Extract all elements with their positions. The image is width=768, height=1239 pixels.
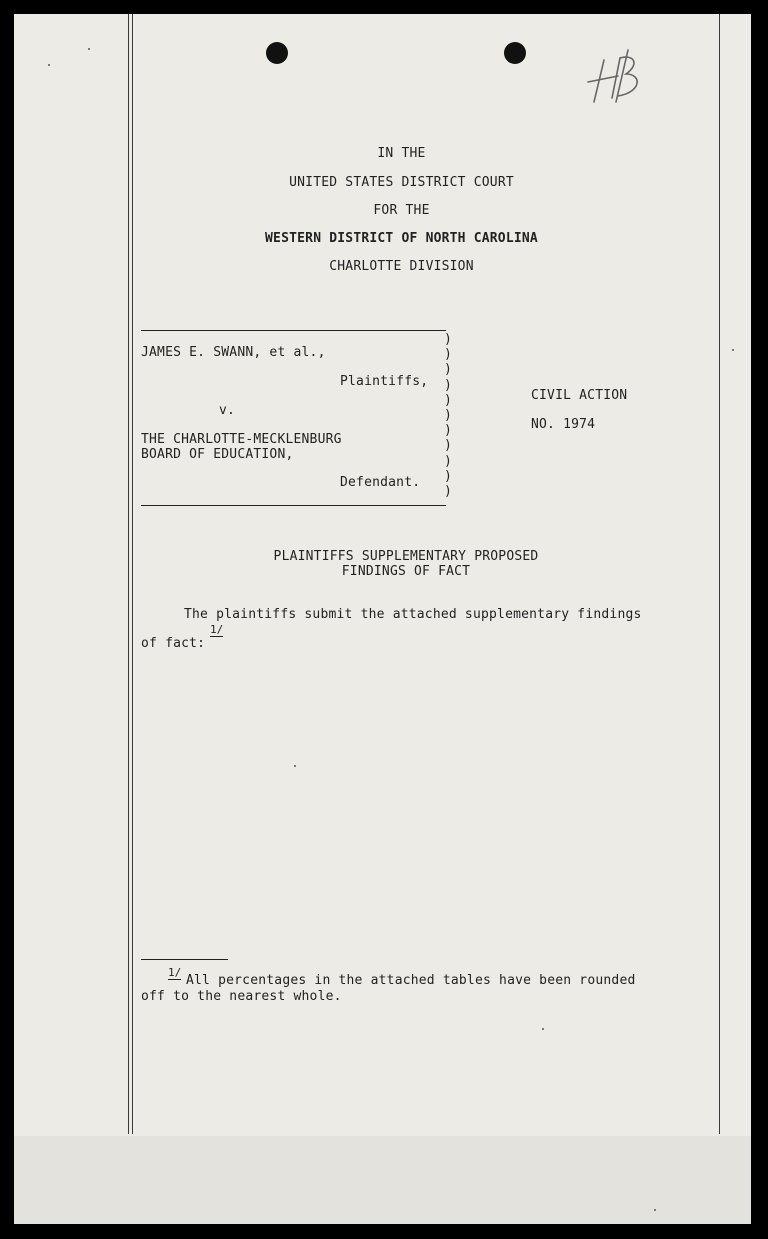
paper-speck (294, 765, 296, 767)
handwritten-note (582, 46, 662, 106)
paper-speck (732, 349, 734, 351)
page-bottom-shade (14, 1136, 751, 1224)
footnote-rule (141, 959, 228, 960)
court-line-4: WESTERN DISTRICT OF NORTH CAROLINA (265, 231, 538, 246)
plaintiff-name: JAMES E. SWANN, et al., (141, 345, 326, 360)
footnote-reference: 1/ (210, 623, 224, 636)
title-line-2: FINDINGS OF FACT (341, 564, 471, 579)
court-line-2: UNITED STATES DISTRICT COURT (289, 175, 514, 190)
punch-hole-right (504, 42, 526, 64)
civil-action-label: CIVIL ACTION (531, 388, 628, 403)
body-line-2: of fact: (141, 636, 206, 651)
paper-speck (88, 48, 90, 50)
footnote-line-1: All percentages in the attached tables have been rounded (186, 973, 636, 988)
defendant-line-1: THE CHARLOTTE-MECKLENBURG (141, 432, 342, 447)
court-line-5: CHARLOTTE DIVISION (329, 259, 474, 274)
footnote-marker: 1/ (168, 966, 182, 979)
defendant-role: Defendant. (340, 475, 421, 490)
caption-bottom-rule (141, 505, 446, 506)
paper-speck (542, 1028, 544, 1030)
caption-top-rule (141, 330, 446, 331)
document-page (14, 14, 751, 1224)
footnote-line-2: off to the nearest whole. (141, 989, 342, 1004)
court-line-1: IN THE (377, 146, 426, 161)
court-line-3: FOR THE (373, 203, 430, 218)
versus: v. (219, 403, 236, 418)
defendant-line-2: BOARD OF EDUCATION, (141, 447, 294, 462)
body-line-1: The plaintiffs submit the attached supplementary findings (184, 607, 642, 622)
caption-paren-column: ) ) ) ) ) ) ) ) ) ) ) (444, 332, 452, 500)
paper-speck (654, 1209, 656, 1211)
paper-speck (48, 64, 50, 66)
title-line-1: PLAINTIFFS SUPPLEMENTARY PROPOSED (273, 549, 539, 564)
case-number: NO. 1974 (531, 417, 596, 432)
plaintiff-role: Plaintiffs, (340, 374, 429, 389)
punch-hole-left (266, 42, 288, 64)
